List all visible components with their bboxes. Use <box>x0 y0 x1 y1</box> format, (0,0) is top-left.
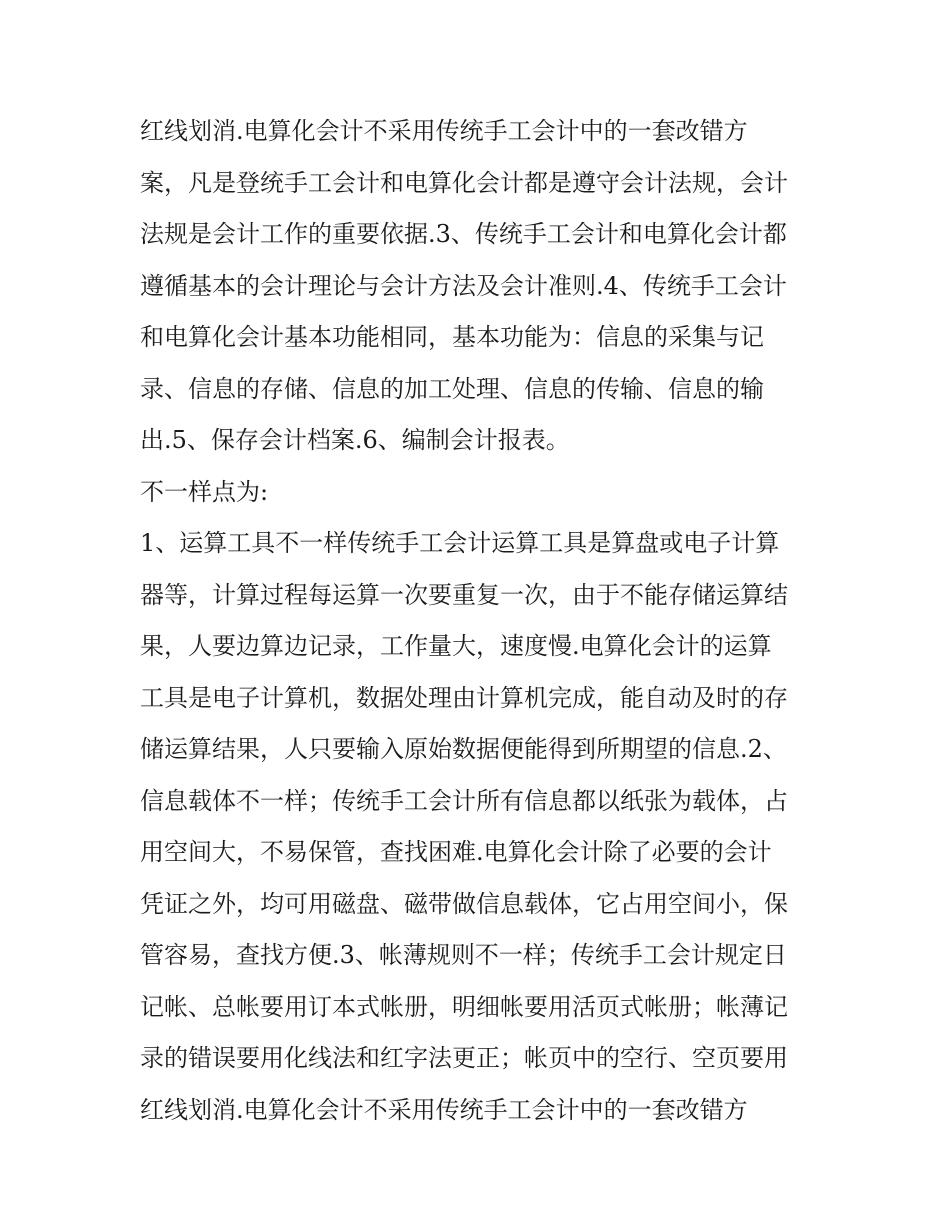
text-line: 遵循基本的会计理论与会计方法及会计准则.4、传统手工会计 <box>140 271 787 300</box>
text-line: 录、信息的存储、信息的加工处理、信息的传输、信息的输 <box>140 374 764 403</box>
text-line: 凭证之外，均可用磁盘、磁带做信息载体，它占用空间小，保 <box>140 889 788 918</box>
text-line: 案，凡是登统手工会计和电算化会计都是遵守会计法规，会计 <box>140 168 788 197</box>
text-line: 管容易，查找方便.3、帐薄规则不一样；传统手工会计规定日 <box>140 941 787 969</box>
text-line: 工具是电子计算机，数据处理由计算机完成，能自动及时的存 <box>140 683 788 712</box>
text-line: 器等，计算过程每运算一次要重复一次，由于不能存储运算结 <box>140 580 788 609</box>
text-line: 红线划消.电算化会计不采用传统手工会计中的一套改错方 <box>140 1095 748 1124</box>
text-line: 法规是会计工作的重要依据.3、传统手工会计和电算化会计都 <box>140 220 787 248</box>
document-body <box>140 106 830 1136</box>
text-line: 红线划消.电算化会计不采用传统手工会计中的一套改错方 <box>140 117 748 145</box>
text-line: 记帐、总帐要用订本式帐册，明细帐要用活页式帐册；帐薄记 <box>140 992 788 1021</box>
text-line: 果，人要边算边记录，工作量大，速度慢.电算化会计的运算 <box>140 632 772 660</box>
text-line: 和电算化会计基本功能相同，基本功能为：信息的采集与记 <box>140 323 764 351</box>
section-heading: 不一样点为: <box>140 477 269 506</box>
text-line: 出.5、保存会计档案.6、编制会计报表。 <box>140 426 570 454</box>
text-line: 储运算结果，人只要输入原始数据便能得到所期望的信息.2、 <box>140 735 787 763</box>
text-line: 用空间大，不易保管，查找困难.电算化会计除了必要的会计 <box>140 838 772 866</box>
text-line: 1、运算工具不一样传统手工会计运算工具是算盘或电子计算 <box>140 529 780 557</box>
text-line: 信息载体不一样；传统手工会计所有信息都以纸张为载体，占 <box>140 786 788 815</box>
text-line: 录的错误要用化线法和红字法更正；帐页中的空行、空页要用 <box>140 1044 788 1072</box>
